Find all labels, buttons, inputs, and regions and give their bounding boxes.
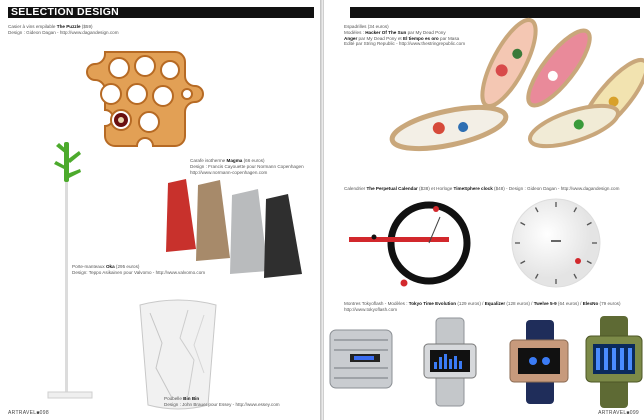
caption-text: Espadrilles (34 euros) <box>344 24 389 29</box>
page-number: ARTRAVEL■098 <box>8 410 49 416</box>
binbin-caption <box>164 396 280 408</box>
caption-text: Montres Tokyoflash - Modèles : <box>344 301 409 306</box>
right-page <box>323 0 644 420</box>
caption-text: Casier à vins empilable <box>8 24 57 29</box>
caption-text: par Masa <box>438 35 460 41</box>
product-name: The Puzzle <box>56 24 81 29</box>
caption-credit: Design : Gideon Dagan - http://www.dagandesign.com <box>8 29 119 35</box>
caption-price: (295 euros) <box>114 264 140 269</box>
caption-text: Calendrier <box>344 186 367 191</box>
watch-equalizer <box>424 318 476 406</box>
caption-credit: ($48) - Design : Gideon Dagan - http://www.dagandesign.com <box>492 186 620 191</box>
product-name: TimeSphere clock <box>453 186 493 191</box>
caption-credit: Design : Francis Cayouette pour Normann Copenhagen <box>190 163 304 169</box>
caption-credit: Design : John Brauer pour Essey - http://www.essey.com <box>164 401 280 407</box>
caption-credit: Edité par String Republic - http://www.thestringrepublic.com <box>344 41 466 47</box>
caption-text: par My Dead Pony et <box>357 35 403 41</box>
product-name: The Perpetual Calendar <box>366 186 418 191</box>
caption-price: (66 euros) <box>242 158 265 163</box>
product-name: Oka <box>105 264 115 269</box>
watch-elexno <box>586 316 642 408</box>
watch-image <box>328 316 643 408</box>
caption-text: Carafe isotherme <box>190 158 227 163</box>
product-name: El tiempo es oro <box>403 35 439 41</box>
caption-price: ($59) <box>80 24 93 29</box>
product-name: Magma <box>226 158 243 163</box>
espadrille-image <box>349 8 644 170</box>
watches-caption <box>344 301 644 313</box>
product-name: ElexNo <box>582 301 599 306</box>
perpetual-calendar-image <box>344 197 484 293</box>
page-number: ARTRAVEL■099 <box>598 410 639 416</box>
caption-text: par My Dead Pony <box>406 29 446 35</box>
wine-rack-image <box>75 42 205 150</box>
caption-price: (128 euros) / <box>505 301 534 306</box>
product-name: Twelve 5-9 <box>533 301 557 306</box>
clock-image <box>506 195 611 295</box>
caption-text: Modèles : <box>344 29 366 35</box>
left-page <box>0 0 321 420</box>
caption-text: Poubelle <box>164 396 184 401</box>
oka-caption <box>72 264 205 276</box>
puzzle-caption <box>8 24 119 36</box>
section-header <box>8 7 314 18</box>
caption-url: http://www.normann-copenhagen.com <box>190 169 268 175</box>
caption-text: ($38) et Horloge <box>417 186 454 191</box>
watch-twelve-5-9 <box>510 320 568 404</box>
caption-price: (64 euros) / <box>556 301 583 306</box>
caption-credit: Design: Teppo Asikainen pour Valvomo - http://www.valvomo.com <box>72 269 206 275</box>
section-title: SELECTION DESIGN <box>11 6 120 18</box>
product-name: Tokyo Time Evolution <box>408 301 457 306</box>
product-name: Anger <box>344 35 358 41</box>
product-name: Equalizer <box>484 301 506 306</box>
caption-url: http://www.tokyoflash.com <box>344 306 398 312</box>
caption-price: (79 euros) <box>598 301 621 306</box>
product-name: Hacker Of The Sun <box>365 29 407 35</box>
calendar-caption <box>344 186 644 192</box>
caption-text: Porte-manteaux <box>72 264 106 269</box>
caption-price: (129 euros) / <box>456 301 485 306</box>
watch-tokyo-time-evolution <box>330 330 392 388</box>
product-name: Bin Bin <box>183 396 200 401</box>
magma-caption <box>190 158 304 175</box>
